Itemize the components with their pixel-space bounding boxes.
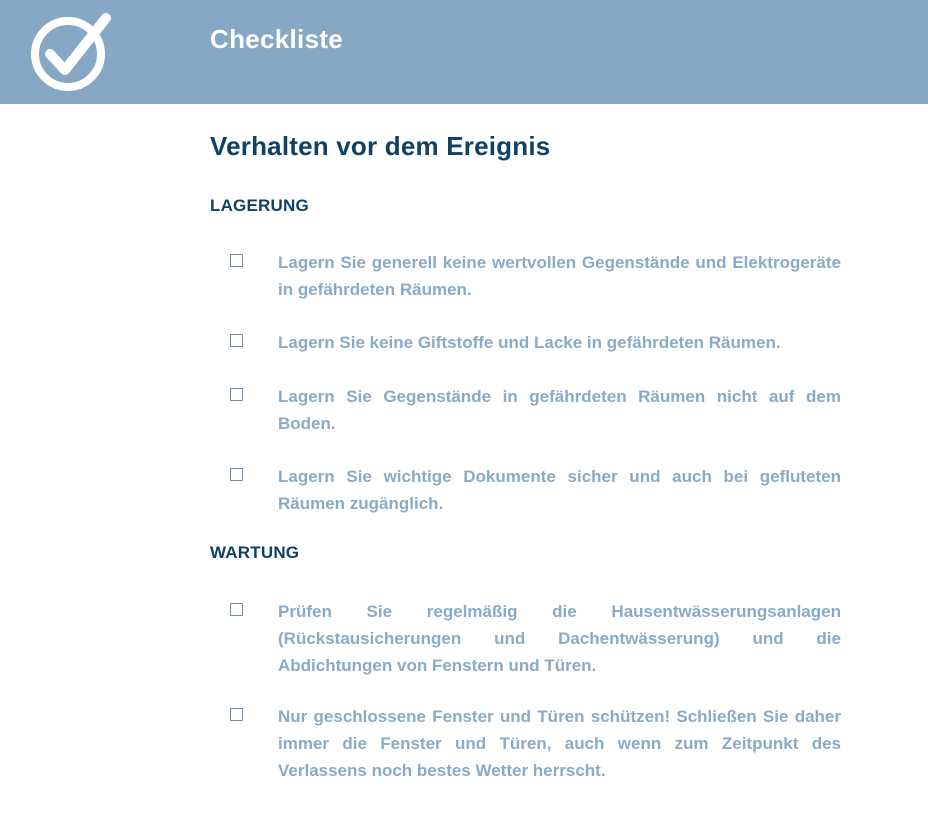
section-heading-lagerung: LAGERUNG (210, 196, 309, 215)
checkbox[interactable] (230, 603, 243, 616)
checklist-item-text: Lagern Sie Gegenstände in gefährdeten Räumen nicht auf dem Boden. (278, 387, 841, 433)
checklist-item-text: Nur geschlossene Fenster und Türen schützen! Schließen Sie daher immer die Fenster und Türen, auch wenn zum Zeitpunkt des Verlassens noch bestes Wetter herrscht. (278, 707, 841, 780)
checkbox[interactable] (230, 254, 243, 267)
checklist-item-text: Prüfen Sie regelmäßig die Hausentwässerungsanlagen (Rückstausicherungen und Dachentwässerung) und die Abdichtungen von Fenstern und Türen. (278, 602, 841, 675)
section-heading-wartung: WARTUNG (210, 543, 300, 562)
checkbox[interactable] (230, 468, 243, 481)
checklist-item-text: Lagern Sie wichtige Dokumente sicher und auch bei gefluteten Räumen zugänglich. (278, 467, 841, 513)
header-banner (0, 0, 928, 104)
check-circle-icon (30, 12, 112, 92)
header-title: Checkliste (210, 24, 344, 54)
checklist-item-text: Lagern Sie generell keine wertvollen Gegenstände und Elektrogeräte in gefährdeten Räumen. (278, 253, 841, 299)
checkbox[interactable] (230, 388, 243, 401)
checklist-item-text: Lagern Sie keine Giftstoffe und Lacke in gefährdeten Räumen. (278, 333, 781, 352)
checkbox[interactable] (230, 334, 243, 347)
page-title: Verhalten vor dem Ereignis (210, 131, 551, 161)
checkbox[interactable] (230, 708, 243, 721)
